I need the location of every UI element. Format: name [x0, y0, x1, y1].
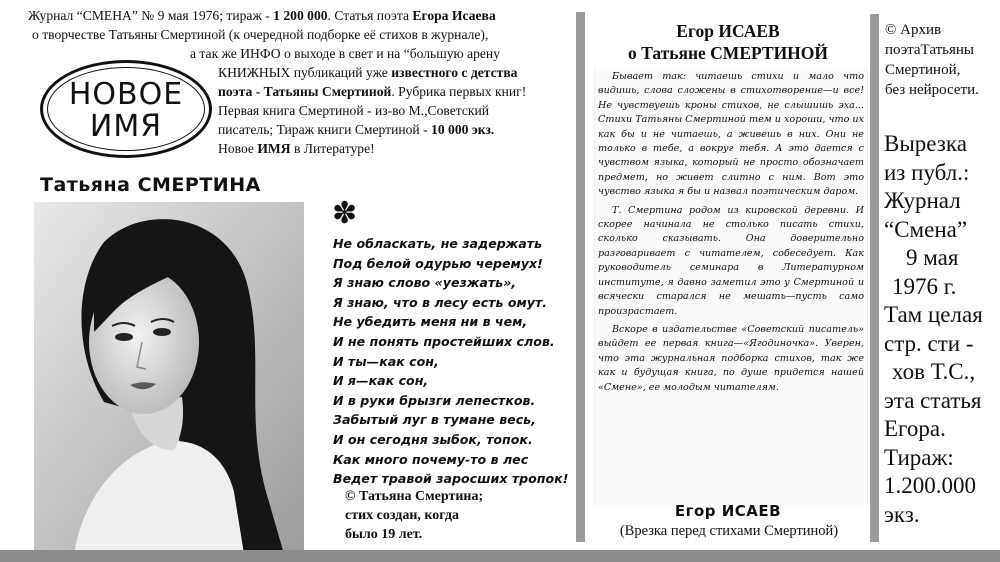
poet-portrait-photo	[34, 202, 304, 554]
clipping-note-line: эта статья	[884, 387, 982, 413]
logo-line-2: ИМЯ	[89, 109, 163, 144]
clipping-note-line: 1976 г.	[892, 273, 957, 299]
clipping-note-line: экз.	[884, 501, 920, 527]
flower-ornament-icon: ✽	[332, 196, 358, 231]
clipping-note-line: 1.200.000	[884, 473, 976, 498]
clipping-note-line: Егора.	[884, 416, 946, 441]
article-paragraph: Т. Смертина родом из кировской деревни. И скорее начинала не столько писать стихи, сколько сказывать. Она доверительно разговаривает с читателем, собеседует. Как руководитель семинара в Литературном институте, я давно заметил это у Смертиной и всячески старался не мешать—пусть само произрастает.	[598, 204, 864, 317]
copyright-line-2: стих создан, когда	[345, 508, 460, 523]
poem-line: И он сегодня зыбок, топок.	[333, 431, 533, 447]
intro-line-8: Новое ИМЯ в Литературе!	[218, 141, 375, 156]
intro-line-6: Первая книга Смертиной - из-во М.,Советский	[218, 103, 490, 118]
poem	[333, 234, 569, 489]
clipping-note-line: “Смена”	[884, 216, 968, 242]
article-subject: о Татьяне СМЕРТИНОЙ	[627, 43, 829, 63]
copyright-line-1: © Татьяна Смертина;	[345, 489, 484, 504]
article-signature: Егор ИСАЕВ	[674, 502, 782, 520]
poem-line: Под белой одурью черемух!	[333, 255, 543, 271]
clipping-note-line: Тираж:	[884, 444, 954, 470]
poem-line: И я—как сон,	[333, 373, 429, 389]
column-divider-right	[870, 14, 879, 542]
intro-line-7: писатель; Тираж книги Смертиной - 10 000 экз.	[218, 122, 495, 137]
poet-name-heading: Татьяна СМЕРТИНА	[40, 174, 261, 196]
article-caption: (Врезка перед стихами Смертиной)	[619, 523, 839, 539]
poem-line: Не убедить меня ни в чем,	[333, 314, 528, 330]
copyright-line-3: было 19 лет.	[345, 527, 423, 542]
logo-line-1: НОВОЕ	[68, 77, 184, 112]
poem-line: Ведет травой заросших тропок!	[333, 471, 569, 487]
intro-line-2: о творчестве Татьяны Смертиной (к очередной подборке её стихов в журнале),	[32, 27, 489, 42]
poem-line: Как много почему-то в лес	[333, 451, 529, 467]
poem-line: Я знаю, что в лесу есть омут.	[333, 294, 548, 310]
archive-line-1: © Архив	[885, 22, 942, 38]
clipping-note-line: 9 мая	[906, 245, 959, 270]
article-body	[598, 70, 864, 399]
archive-line-4: без нейросети.	[885, 82, 979, 98]
archive-line-2: поэтаТатьяны	[885, 42, 975, 58]
poem-line: И в руки брызги лепестков.	[333, 392, 536, 408]
poem-line: И ты—как сон,	[333, 353, 439, 369]
poem-line: Не обласкать, не задержать	[333, 236, 543, 251]
intro-line-3: а так же ИНФО о выходе в свет и на “большую арену	[190, 46, 501, 61]
article-paragraph: Бывает так: читаешь стихи и мало что видишь, слова сложены в стихотворение—и все! Не чувствуешь кроны стихов, не слышишь эха... Стихи Татьяны Смертиной тем и хороши, что их как бы и не читаешь, а живешь в них. Они не только в тебе, а вокруг тебя. А это дается с чувством языка, который не просто обозначает предмет, но живет слитно с ним. Вот это чувство языка я бы и назвал поэтическим даром.	[598, 71, 864, 198]
poem-copyright	[345, 487, 565, 544]
poem-line: Я знаю слово «уезжать»,	[333, 275, 517, 291]
article-author: Егор ИСАЕВ	[676, 21, 780, 41]
article-heading	[588, 20, 868, 64]
poem-line: И не понять простейших слов.	[333, 333, 555, 349]
clipping-note-line: хов Т.С.,	[892, 359, 976, 384]
intro-line-1: Журнал “СМЕНА” № 9 мая 1976; тираж - 1 200 000. Статья поэта Егора Исаева	[28, 8, 496, 23]
bottom-strip	[0, 550, 1000, 562]
portrait-illustration	[34, 202, 304, 554]
clipping-note	[884, 130, 998, 529]
novoe-imya-logo	[40, 60, 212, 158]
column-divider-left	[576, 12, 585, 542]
archive-line-3: Смертиной,	[885, 62, 961, 78]
clipping-note-line: Там целая	[884, 302, 983, 327]
article-paragraph: Вскоре в издательстве «Советский писатель» выйдет ее первая книга—«Ягодиночка». Уверен, что эта журнальная подборка стихов, так же как и будущая книга, по душе придется нашей «Смене», ее молодым читателям.	[598, 323, 864, 393]
clipping-note-line: Журнал	[884, 188, 961, 213]
intro-line-4: КНИЖНЫХ публикаций уже известного с детства	[218, 65, 518, 80]
clipping-note-line: стр. сти -	[884, 330, 974, 356]
archive-note	[885, 20, 997, 100]
clipping-note-line: Вырезка	[884, 131, 967, 156]
clipping-note-line: из публ.:	[884, 159, 970, 185]
intro-line-5: поэта - Татьяны Смертиной. Рубрика первых книг!	[218, 84, 527, 99]
poem-line: Забытый луг в тумане весь,	[333, 412, 536, 428]
